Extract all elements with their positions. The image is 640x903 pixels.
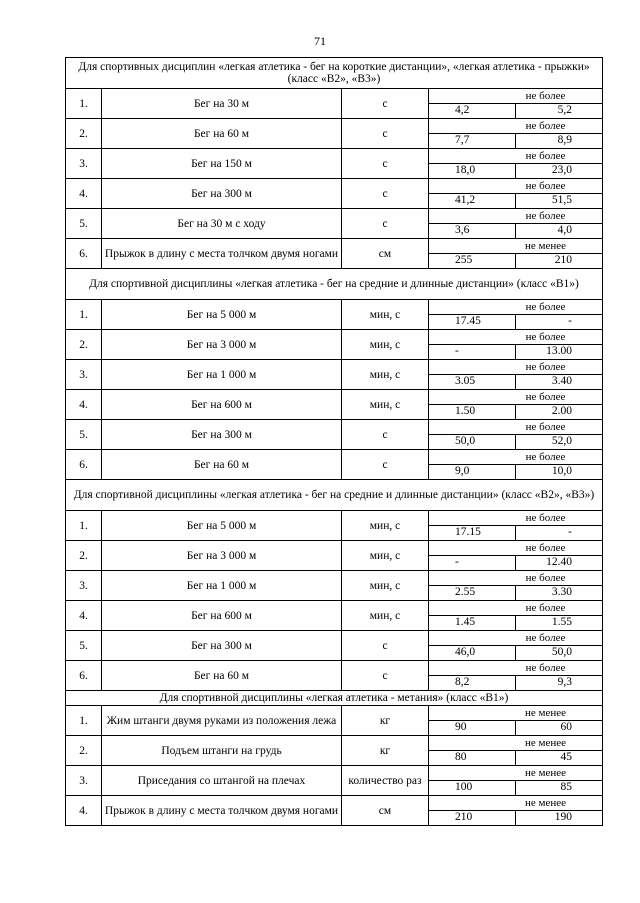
value-grid	[429, 511, 602, 540]
row-number: 2.	[66, 119, 102, 149]
unit-cell: с	[342, 661, 429, 691]
value-class-1: 9,0	[429, 465, 516, 479]
value-qualifier: не менее	[429, 796, 602, 811]
value-class-2: 2.00	[551, 405, 572, 417]
unit-cell: кг	[342, 706, 429, 736]
value-cell	[429, 511, 603, 541]
table-row	[66, 390, 603, 420]
unit-cell: количество раз	[342, 766, 429, 796]
value-class-2: 3.40	[551, 375, 572, 387]
value-qualifier: не более	[429, 300, 602, 315]
exercise-name: Бег на 1 000 м	[102, 571, 342, 601]
value-class-2: 51,5	[551, 194, 572, 206]
row-number: 5.	[66, 420, 102, 450]
unit-cell: см	[342, 239, 429, 269]
value-grid	[429, 706, 602, 735]
unit-cell: с	[342, 149, 429, 179]
row-number: 1.	[66, 300, 102, 330]
row-number: 2.	[66, 541, 102, 571]
value-class-1: 1.45	[429, 616, 516, 630]
section-title: Для спортивной дисциплины «легкая атлетика - бег на средние и длинные дистанции» (класс «В2», «В3»)	[66, 480, 603, 511]
section-header-row	[66, 58, 603, 89]
value-cell	[429, 796, 603, 826]
unit-cell: мин, с	[342, 300, 429, 330]
value-qualifier: не более	[429, 541, 602, 556]
value-grid	[429, 209, 602, 238]
row-number: 4.	[66, 390, 102, 420]
value-grid	[429, 541, 602, 570]
value-qualifier: не более	[429, 179, 602, 194]
value-qualifier: не более	[429, 119, 602, 134]
exercise-name: Бег на 300 м	[102, 420, 342, 450]
value-class-2: 60	[560, 721, 572, 733]
table-row	[66, 511, 603, 541]
row-number: 3.	[66, 571, 102, 601]
value-cell	[429, 736, 603, 766]
row-number: 6.	[66, 239, 102, 269]
value-class-1: 3.05	[429, 375, 516, 389]
value-cell	[429, 209, 603, 239]
table-row	[66, 360, 603, 390]
value-qualifier: не более	[429, 89, 602, 104]
value-cell	[429, 239, 603, 269]
value-class-1: 8,2	[429, 676, 516, 690]
exercise-name: Прыжок в длину с места толчком двумя ногами	[102, 796, 342, 826]
value-class-1: -	[429, 556, 516, 570]
row-number: 1.	[66, 706, 102, 736]
unit-cell: с	[342, 420, 429, 450]
value-qualifier: не менее	[429, 766, 602, 781]
value-class-2: 190	[554, 811, 572, 823]
value-class-2: 4,0	[557, 224, 572, 236]
table-row	[66, 796, 603, 826]
row-number: 3.	[66, 766, 102, 796]
table-row	[66, 766, 603, 796]
value-cell	[429, 571, 603, 601]
value-class-2: 8,9	[557, 134, 572, 146]
value-qualifier: не более	[429, 149, 602, 164]
value-qualifier: не более	[429, 571, 602, 586]
value-cell	[429, 706, 603, 736]
value-class-2: 5,2	[557, 104, 572, 116]
row-number: 3.	[66, 149, 102, 179]
value-class-1: -	[429, 345, 516, 359]
table-row	[66, 661, 603, 691]
value-class-2: 50,0	[551, 646, 572, 658]
value-class-2: 85	[560, 781, 572, 793]
unit-cell: с	[342, 631, 429, 661]
value-class-2: 52,0	[551, 435, 572, 447]
value-class-1: 2.55	[429, 586, 516, 600]
value-grid	[429, 736, 602, 765]
value-qualifier: не менее	[429, 706, 602, 721]
value-cell	[429, 119, 603, 149]
value-class-2: 3.30	[551, 586, 572, 598]
value-grid	[429, 571, 602, 600]
value-cell	[429, 330, 603, 360]
table-row	[66, 706, 603, 736]
value-grid	[429, 179, 602, 208]
value-cell	[429, 420, 603, 450]
table-row	[66, 300, 603, 330]
unit-cell: с	[342, 179, 429, 209]
unit-cell: с	[342, 209, 429, 239]
exercise-name: Приседания со штангой на плечах	[102, 766, 342, 796]
value-class-1: 90	[429, 721, 516, 735]
table-row	[66, 330, 603, 360]
exercise-name: Бег на 30 м с ходу	[102, 209, 342, 239]
value-grid	[429, 119, 602, 148]
table-row	[66, 209, 603, 239]
value-grid	[429, 149, 602, 178]
unit-cell: мин, с	[342, 571, 429, 601]
table-row	[66, 149, 603, 179]
value-class-1: 18,0	[429, 164, 516, 178]
value-class-1: 41,2	[429, 194, 516, 208]
row-number: 1.	[66, 511, 102, 541]
value-grid	[429, 796, 602, 825]
section-title: Для спортивных дисциплин «легкая атлетика - бег на короткие дистанции», «легкая атлетика - прыжки» (класс «В2», «В3»)	[66, 58, 603, 89]
value-cell	[429, 89, 603, 119]
value-grid	[429, 330, 602, 359]
value-cell	[429, 149, 603, 179]
value-grid	[429, 450, 602, 479]
exercise-name: Жим штанги двумя руками из положения лежа	[102, 706, 342, 736]
value-grid	[429, 239, 602, 268]
exercise-name: Бег на 5 000 м	[102, 511, 342, 541]
value-class-2: 9,3	[557, 676, 572, 688]
value-qualifier: не более	[429, 601, 602, 616]
value-cell	[429, 766, 603, 796]
section-title: Для спортивной дисциплины «легкая атлетика - бег на средние и длинные дистанции» (класс «В1»)	[66, 269, 603, 300]
unit-cell: с	[342, 450, 429, 480]
unit-cell: кг	[342, 736, 429, 766]
value-cell	[429, 450, 603, 480]
table-row	[66, 89, 603, 119]
table-row	[66, 119, 603, 149]
exercise-name: Бег на 60 м	[102, 450, 342, 480]
section-header-row	[66, 269, 603, 300]
exercise-name: Бег на 3 000 м	[102, 330, 342, 360]
value-class-1: 210	[429, 811, 516, 825]
row-number: 4.	[66, 796, 102, 826]
exercise-name: Прыжок в длину с места толчком двумя ногами	[102, 239, 342, 269]
value-grid	[429, 300, 602, 329]
row-number: 4.	[66, 179, 102, 209]
row-number: 6.	[66, 450, 102, 480]
row-number: 5.	[66, 209, 102, 239]
exercise-name: Бег на 3 000 м	[102, 541, 342, 571]
value-class-2: -	[568, 315, 572, 327]
value-grid	[429, 390, 602, 419]
value-qualifier: не более	[429, 511, 602, 526]
exercise-name: Бег на 150 м	[102, 149, 342, 179]
unit-cell: мин, с	[342, 330, 429, 360]
value-class-2: 1.55	[551, 616, 572, 628]
unit-cell: мин, с	[342, 390, 429, 420]
value-grid	[429, 89, 602, 118]
exercise-name: Подъем штанги на грудь	[102, 736, 342, 766]
value-qualifier: не более	[429, 209, 602, 224]
section-header-row	[66, 691, 603, 706]
value-class-1: 80	[429, 751, 516, 765]
page-number: 71	[314, 34, 326, 48]
unit-cell: см	[342, 796, 429, 826]
row-number: 5.	[66, 631, 102, 661]
value-class-1: 3,6	[429, 224, 516, 238]
value-grid	[429, 661, 602, 690]
row-number: 6.	[66, 661, 102, 691]
row-number: 4.	[66, 601, 102, 631]
value-class-2: 23,0	[551, 164, 572, 176]
value-class-2: 13.00	[546, 345, 572, 357]
value-class-1: 17.45	[429, 315, 516, 329]
row-number: 1.	[66, 89, 102, 119]
value-grid	[429, 766, 602, 795]
value-grid	[429, 420, 602, 449]
unit-cell: мин, с	[342, 541, 429, 571]
value-class-1: 4,2	[429, 104, 516, 118]
value-qualifier: не менее	[429, 736, 602, 751]
value-qualifier: не более	[429, 450, 602, 465]
value-cell	[429, 390, 603, 420]
row-number: 2.	[66, 330, 102, 360]
value-qualifier: не более	[429, 390, 602, 405]
exercise-name: Бег на 600 м	[102, 601, 342, 631]
value-cell	[429, 179, 603, 209]
value-cell	[429, 661, 603, 691]
value-cell	[429, 541, 603, 571]
table-row	[66, 601, 603, 631]
exercise-name: Бег на 600 м	[102, 390, 342, 420]
value-class-2: 12.40	[546, 556, 572, 568]
value-grid	[429, 631, 602, 660]
value-cell	[429, 360, 603, 390]
value-class-2: 210	[554, 254, 572, 266]
row-number: 3.	[66, 360, 102, 390]
exercise-name: Бег на 60 м	[102, 661, 342, 691]
value-class-1: 7,7	[429, 134, 516, 148]
value-class-1: 50,0	[429, 435, 516, 449]
exercise-name: Бег на 5 000 м	[102, 300, 342, 330]
unit-cell: с	[342, 119, 429, 149]
table-row	[66, 239, 603, 269]
value-qualifier: не более	[429, 661, 602, 676]
unit-cell: мин, с	[342, 360, 429, 390]
value-qualifier: не более	[429, 360, 602, 375]
exercise-name: Бег на 30 м	[102, 89, 342, 119]
exercise-name: Бег на 300 м	[102, 631, 342, 661]
value-class-1: 46,0	[429, 646, 516, 660]
value-class-2: 10,0	[551, 465, 572, 477]
value-qualifier: не более	[429, 330, 602, 345]
table-row	[66, 179, 603, 209]
value-cell	[429, 631, 603, 661]
table-row	[66, 736, 603, 766]
table-row	[66, 631, 603, 661]
table-row	[66, 450, 603, 480]
value-class-2: -	[568, 526, 572, 538]
value-class-1: 1.50	[429, 405, 516, 419]
exercise-name: Бег на 60 м	[102, 119, 342, 149]
table-row	[66, 420, 603, 450]
unit-cell: мин, с	[342, 601, 429, 631]
value-cell	[429, 601, 603, 631]
value-grid	[429, 601, 602, 630]
section-header-row	[66, 480, 603, 511]
value-class-1: 255	[429, 254, 516, 268]
table-row	[66, 571, 603, 601]
value-class-2: 45	[560, 751, 572, 763]
row-number: 2.	[66, 736, 102, 766]
standards-table	[65, 57, 603, 826]
value-class-1: 17.15	[429, 526, 516, 540]
value-grid	[429, 360, 602, 389]
exercise-name: Бег на 300 м	[102, 179, 342, 209]
section-title: Для спортивной дисциплины «легкая атлетика - метания» (класс «В1»)	[66, 691, 603, 706]
table-row	[66, 541, 603, 571]
unit-cell: мин, с	[342, 511, 429, 541]
value-qualifier: не более	[429, 420, 602, 435]
value-qualifier: не менее	[429, 239, 602, 254]
value-cell	[429, 300, 603, 330]
exercise-name: Бег на 1 000 м	[102, 360, 342, 390]
value-qualifier: не более	[429, 631, 602, 646]
unit-cell: с	[342, 89, 429, 119]
value-class-1: 100	[429, 781, 516, 795]
